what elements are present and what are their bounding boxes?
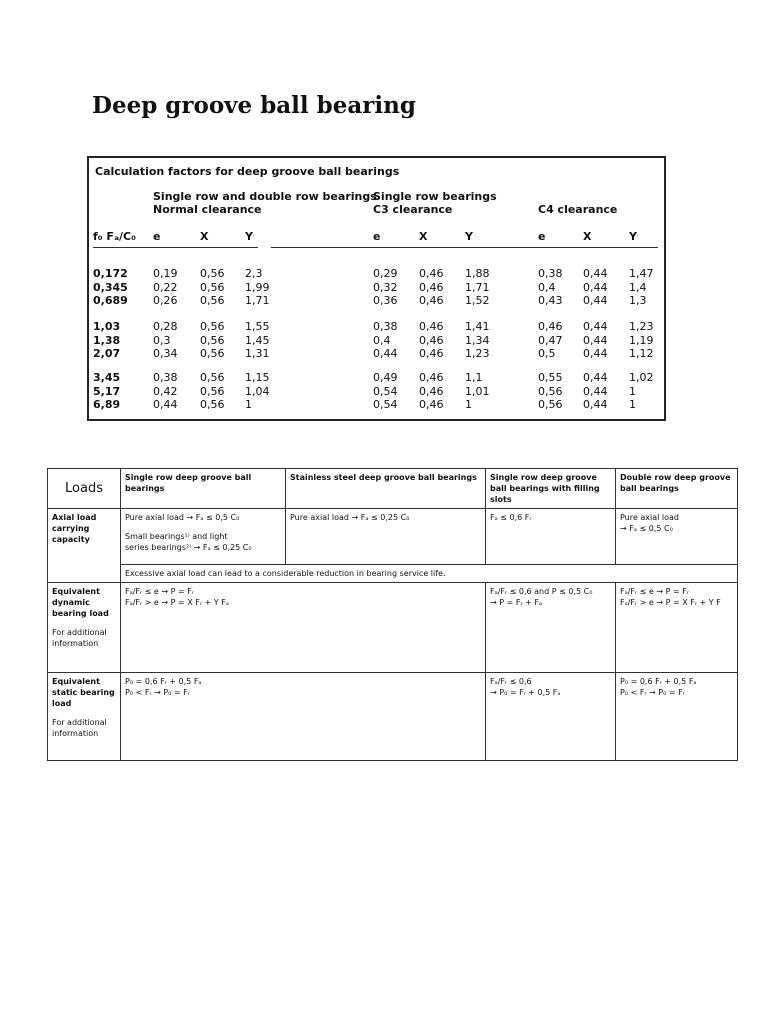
- col-header-load-ratio: f₀ Fₐ/C₀: [93, 230, 136, 243]
- table-cell: 0,44: [583, 280, 608, 294]
- col-header: e: [373, 230, 381, 243]
- table-cell: 1,04: [245, 384, 270, 398]
- row-label: Equivalent dynamic bearing load: [52, 587, 109, 618]
- row-load-ratio: 5,17: [93, 384, 121, 398]
- cell-dynamic-double-row: [616, 583, 738, 673]
- table-cell: 0,46: [419, 267, 444, 280]
- header-rule: [271, 247, 658, 248]
- cell-axial-note: [121, 565, 738, 583]
- cell-line: Fₐ/Fᵣ ≤ e → P = Fᵣ: [125, 587, 194, 596]
- row-header-static: [48, 673, 121, 761]
- table-cell: 0,42: [153, 384, 178, 398]
- table-cell: 0,22: [153, 280, 178, 294]
- table-cell: 0,49: [373, 371, 398, 384]
- cell-line: → Fₐ ≤ 0,5 C₀: [620, 524, 673, 533]
- table-cell: 1,41: [465, 320, 490, 333]
- table-cell: 0,56: [538, 398, 563, 411]
- table-cell: 1,52: [465, 294, 490, 307]
- cell-line: Small bearings¹⁾ and light: [125, 532, 228, 541]
- table-cell: 0,29: [373, 267, 398, 280]
- group-title: Single row bearings: [373, 190, 497, 203]
- table-cell: 0,56: [538, 384, 563, 398]
- row-header-axial: [48, 509, 121, 583]
- table-cell: 0,3: [153, 333, 171, 347]
- cell-dynamic-general: [121, 583, 486, 673]
- table-cell: 1,1: [465, 371, 483, 384]
- cell-static-double-row: [616, 673, 738, 761]
- table-cell: 1,15: [245, 371, 270, 384]
- table-cell: 0,4: [373, 333, 391, 347]
- table-cell: 1,34: [465, 333, 490, 347]
- cell-line: Fₐ ≤ 0,6 Fᵣ: [490, 513, 532, 522]
- table-cell: 1,12: [629, 347, 654, 360]
- row-load-ratio: 1,38: [93, 333, 121, 347]
- table-cell: 1,99: [245, 280, 270, 294]
- cell-axial-single-row: [121, 509, 286, 565]
- table-cell: 1,4: [629, 280, 647, 294]
- cell-line: P₀ < Fᵣ → P₀ = Fᵣ: [620, 688, 685, 697]
- table-cell: 0,56: [200, 320, 225, 333]
- table-cell: 0,56: [200, 384, 225, 398]
- row-load-ratio: 3,45: [93, 371, 121, 384]
- cell-line: → P₀ = Fᵣ + 0,5 Fₐ: [490, 688, 561, 697]
- col-header: Y: [465, 230, 473, 243]
- table-cell: 1,23: [629, 320, 654, 333]
- table-cell: 1,88: [465, 267, 490, 280]
- col-header: X: [200, 230, 209, 243]
- table-cell: 1,19: [629, 333, 654, 347]
- table-cell: 0,32: [373, 280, 398, 294]
- cell-line: Fₐ/Fᵣ > e → P = X Fᵣ + Y F: [620, 598, 721, 607]
- row-load-ratio: 1,03: [93, 320, 121, 333]
- table-cell: 2,3: [245, 267, 263, 280]
- table-cell: 0,46: [419, 371, 444, 384]
- table-cell: 0,55: [538, 371, 563, 384]
- table-cell: 0,46: [419, 384, 444, 398]
- row-load-ratio: 0,172: [93, 267, 128, 280]
- cell-line: Pure axial load → Fₐ ≤ 0,25 C₀: [290, 513, 410, 522]
- col-header: X: [583, 230, 592, 243]
- table-cell: 0,56: [200, 398, 225, 411]
- table-cell: 0,46: [419, 347, 444, 360]
- group-header-c3: [373, 190, 497, 216]
- page-title: Deep groove ball bearing: [92, 92, 416, 119]
- table-cell: 0,56: [200, 333, 225, 347]
- group-header-normal: [153, 190, 377, 216]
- table-cell: 0,44: [373, 347, 398, 360]
- table-cell: 0,19: [153, 267, 178, 280]
- table-cell: 0,38: [538, 267, 563, 280]
- table-cell: 0,56: [200, 267, 225, 280]
- table-cell: 0,54: [373, 398, 398, 411]
- col-header: Y: [629, 230, 637, 243]
- cell-axial-stainless: [286, 509, 486, 565]
- cell-line: Pure axial load: [620, 513, 679, 522]
- table-cell: 0,56: [200, 347, 225, 360]
- table-cell: 1,3: [629, 294, 647, 307]
- table-cell: 1: [245, 398, 252, 411]
- row-load-ratio: 6,89: [93, 398, 121, 411]
- cell-static-general: [121, 673, 486, 761]
- row-load-ratio: 0,689: [93, 294, 128, 307]
- col-header: e: [153, 230, 161, 243]
- table-cell: 1: [465, 398, 472, 411]
- table-cell: 0,44: [583, 398, 608, 411]
- table-cell: 1,47: [629, 267, 654, 280]
- loads-table: [47, 468, 738, 761]
- group-header-c4: [538, 203, 617, 216]
- table-cell: 0,44: [583, 320, 608, 333]
- table-cell: 1,45: [245, 333, 270, 347]
- row-label: Axial load carrying capacity: [52, 513, 97, 544]
- table-cell: 0,44: [153, 398, 178, 411]
- table-cell: 1,01: [465, 384, 490, 398]
- table-caption: Calculation factors for deep groove ball bearings: [95, 165, 400, 178]
- cell-line: series bearings²⁾ → Fₐ ≤ 0,25 C₀: [125, 543, 252, 552]
- table-cell: 0,44: [583, 294, 608, 307]
- table-cell: 0,56: [200, 371, 225, 384]
- cell-line: Fₐ/Fᵣ ≤ 0,6 and P ≤ 0,5 C₀: [490, 587, 593, 596]
- table-cell: 0,36: [373, 294, 398, 307]
- table-cell: 1: [629, 384, 636, 398]
- table-cell: 0,44: [583, 347, 608, 360]
- table-cell: 1,31: [245, 347, 270, 360]
- cell-line: P₀ = 0,6 Fᵣ + 0,5 Fₐ: [125, 677, 202, 686]
- table-cell: 0,46: [419, 320, 444, 333]
- cell-line: P₀ = 0,6 Fᵣ + 0,5 Fₐ: [620, 677, 697, 686]
- table-cell: 0,43: [538, 294, 563, 307]
- cell-dynamic-filling-slots: [486, 583, 616, 673]
- table-cell: 1,71: [245, 294, 270, 307]
- table-cell: 0,56: [200, 294, 225, 307]
- table-cell: 0,5: [538, 347, 556, 360]
- group-subtitle: C3 clearance: [373, 203, 453, 216]
- calculation-factors-table: [87, 156, 666, 421]
- table-cell: 0,44: [583, 267, 608, 280]
- row-sublabel: For additional information: [52, 628, 107, 648]
- table-cell: 0,46: [419, 398, 444, 411]
- header-single-row: Single row deep groove ball bearings: [121, 469, 286, 509]
- cell-line: Pure axial load → Fₐ ≤ 0,5 C₀: [125, 513, 240, 522]
- table-cell: 0,44: [583, 371, 608, 384]
- table-cell: 0,46: [419, 294, 444, 307]
- table-cell: 0,46: [419, 280, 444, 294]
- table-cell: 1: [629, 398, 636, 411]
- table-cell: 0,44: [583, 333, 608, 347]
- header-filling-slots: Single row deep groove ball bearings with filling slots: [486, 469, 616, 509]
- table-cell: 1,55: [245, 320, 270, 333]
- group-title: Single row and double row bearings: [153, 190, 377, 203]
- table-cell: 1,02: [629, 371, 654, 384]
- table-cell: 0,28: [153, 320, 178, 333]
- col-header: X: [419, 230, 428, 243]
- row-load-ratio: 2,07: [93, 347, 121, 360]
- header-rule: [93, 247, 258, 248]
- table-cell: 0,44: [583, 384, 608, 398]
- cell-line: P₀ < Fᵣ → P₀ = Fᵣ: [125, 688, 190, 697]
- table-cell: 0,46: [538, 320, 563, 333]
- table-cell: 0,46: [419, 333, 444, 347]
- cell-axial-double-row: [616, 509, 738, 565]
- table-cell: 0,4: [538, 280, 556, 294]
- table-cell: 1,23: [465, 347, 490, 360]
- row-sublabel: For additional information: [52, 718, 107, 738]
- table-cell: 0,54: [373, 384, 398, 398]
- table-cell: 0,47: [538, 333, 563, 347]
- table-cell: 0,26: [153, 294, 178, 307]
- cell-line: Fₐ/Fᵣ ≤ e → P = Fᵣ: [620, 587, 689, 596]
- table-cell: 0,38: [153, 371, 178, 384]
- cell-line: Fₐ/Fᵣ ≤ 0,6: [490, 677, 532, 686]
- row-label: Equivalent static bearing load: [52, 677, 115, 708]
- table-cell: 0,38: [373, 320, 398, 333]
- table-cell: 0,34: [153, 347, 178, 360]
- table-cell: 0,56: [200, 280, 225, 294]
- row-header-dynamic: [48, 583, 121, 673]
- cell-line: Fₐ/Fᵣ > e → P = X Fᵣ + Y Fₐ: [125, 598, 229, 607]
- cell-line: Excessive axial load can lead to a considerable reduction in bearing service life.: [125, 569, 446, 578]
- cell-static-filling-slots: [486, 673, 616, 761]
- col-header: Y: [245, 230, 253, 243]
- group-subtitle: Normal clearance: [153, 203, 262, 216]
- header-loads: Loads: [48, 469, 121, 509]
- cell-axial-filling-slots: [486, 509, 616, 565]
- header-stainless: Stainless steel deep groove ball bearings: [286, 469, 486, 509]
- group-subtitle: C4 clearance: [538, 203, 618, 216]
- col-header: e: [538, 230, 546, 243]
- row-load-ratio: 0,345: [93, 280, 128, 294]
- header-double-row: Double row deep groove ball bearings: [616, 469, 738, 509]
- cell-line: → P = Fᵣ + Fₐ: [490, 598, 543, 607]
- table-cell: 1,71: [465, 280, 490, 294]
